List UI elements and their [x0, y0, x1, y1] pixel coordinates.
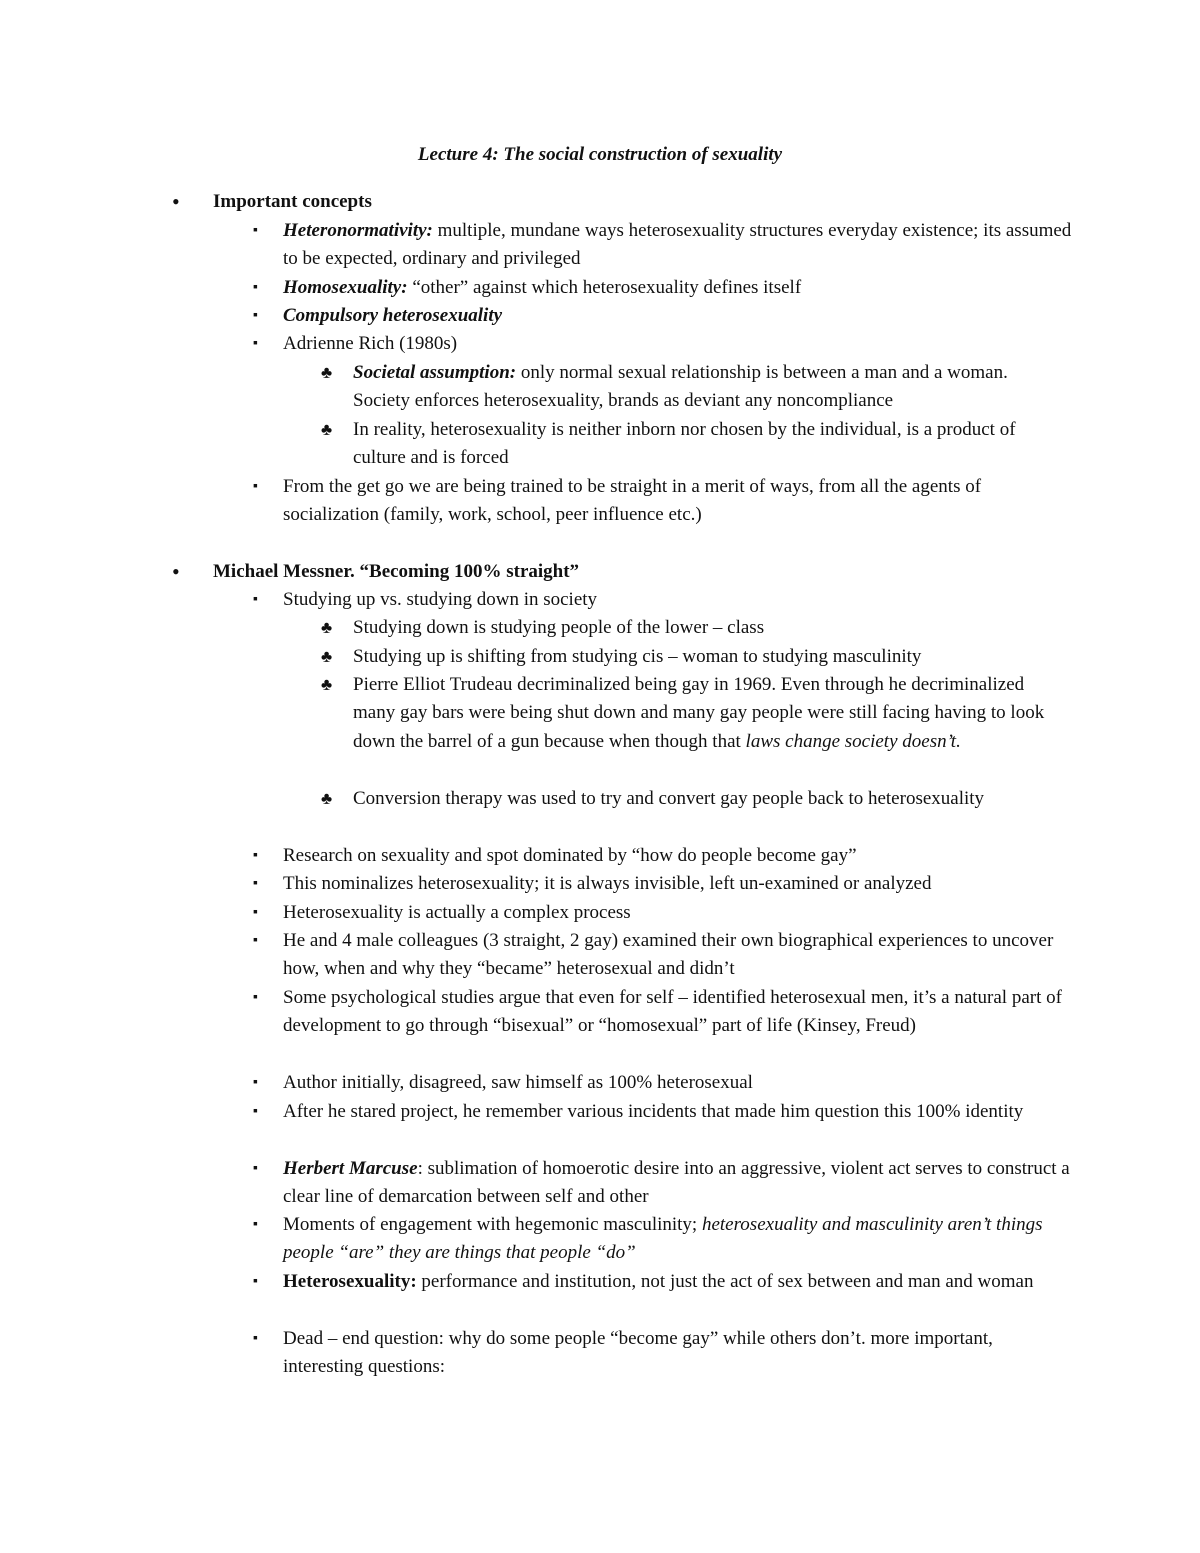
bullet-marker: ▪ [253, 990, 258, 1005]
bullet-marker: ▪ [253, 905, 258, 920]
term: Homosexuality: [283, 277, 408, 298]
list-item-nominalizes [253, 870, 1073, 898]
term: Heterosexuality: [283, 1271, 417, 1292]
definition: “other” against which heterosexuality defines itself [407, 277, 802, 298]
bullet-marker: ▪ [253, 1331, 258, 1346]
club-bullet-icon: ♣ [321, 789, 333, 808]
list-item-text: In reality, heterosexuality is neither inborn nor chosen by the individual, is a product of culture and is forced [353, 419, 1016, 469]
list-item-heteronormativity [253, 217, 1073, 274]
list-item-text: Pierre Elliot Trudeau decriminalized being gay in 1969. Even through he decriminalized many gay bars were being shut down and many gay people were still facing having to look down the barrel of a gun because when though that [353, 674, 1045, 752]
club-bullet-icon: ♣ [321, 675, 333, 694]
list-item-societal-assumption [321, 359, 1068, 416]
list-item-studying-up [321, 643, 1068, 671]
bullet-marker: ▪ [253, 336, 258, 351]
list-item-text: Heterosexuality is actually a complex process [283, 902, 631, 923]
section-heading-important-concepts [172, 188, 1093, 216]
list-item-text: Studying up vs. studying down in society [283, 589, 598, 610]
list-item-complex [253, 899, 1073, 927]
list-item-in-reality [321, 416, 1068, 473]
bullet-marker: ▪ [253, 1161, 258, 1176]
term: Herbert Marcuse [283, 1158, 418, 1179]
definition: only normal sexual relationship is between a man and a woman. Society enforces heterosexuality, brands as deviant any noncompliance [353, 362, 1008, 412]
list-item-moments [253, 1211, 1073, 1268]
list-item-after-project [253, 1098, 1073, 1126]
bullet-marker: • [172, 189, 180, 214]
list-item-text: This nominalizes heterosexuality; it is always invisible, left un-examined or analyzed [283, 873, 932, 894]
bullet-marker: ▪ [253, 1217, 258, 1232]
club-bullet-icon: ♣ [321, 647, 333, 666]
list-item-studying-down [321, 614, 1068, 642]
club-bullet-icon: ♣ [321, 618, 333, 637]
term: Heteronormativity: [283, 220, 433, 241]
club-bullet-icon: ♣ [321, 420, 333, 439]
list-item-dead-end [253, 1325, 1073, 1382]
emphasis-text: heterosexuality and masculinity aren’t things people “are” they are things that people “do” [283, 1214, 1043, 1264]
list-item-text: Research on sexuality and spot dominated by “how do people become gay” [283, 845, 857, 866]
bullet-marker: ▪ [253, 876, 258, 891]
term: Compulsory heterosexuality [283, 305, 503, 326]
list-item-text: Some psychological studies argue that even for self – identified heterosexual men, it’s a natural part of development to go through “bisexual” or “homosexual” part of life (Kinsey, Freud) [283, 987, 1062, 1037]
section-heading-text: Important concepts [213, 191, 372, 212]
list-item-text: Conversion therapy was used to try and convert gay people back to heterosexuality [353, 788, 985, 809]
list-item-homosexuality [253, 274, 1073, 302]
list-item-text: Studying up is shifting from studying cis – woman to studying masculinity [353, 646, 922, 667]
bullet-marker: ▪ [253, 592, 258, 607]
list-item-author [253, 1069, 1073, 1097]
list-item-text: Moments of engagement with hegemonic masculinity; [283, 1214, 702, 1235]
section-heading-text: Michael Messner. “Becoming 100% straight” [213, 561, 580, 582]
list-item-research [253, 842, 1073, 870]
list-item-get-go [253, 473, 1073, 530]
bullet-marker: ▪ [253, 280, 258, 295]
list-item-text: After he stared project, he remember various incidents that made him question this 100% identity [283, 1101, 1024, 1122]
club-bullet-icon: ♣ [321, 363, 333, 382]
list-item-adrienne-rich [253, 330, 1073, 358]
bullet-marker: ▪ [253, 933, 258, 948]
page-title: Lecture 4: The social construction of sexuality [417, 144, 783, 165]
list-item-text: Studying down is studying people of the lower – class [353, 617, 765, 638]
bullet-marker: ▪ [253, 223, 258, 238]
list-item-text: Author initially, disagreed, saw himself as 100% heterosexual [283, 1072, 753, 1093]
list-item-heterosexuality [253, 1268, 1073, 1296]
list-item-text: Adrienne Rich (1980s) [283, 333, 458, 354]
list-item-psychological [253, 984, 1073, 1041]
bullet-marker: ▪ [253, 1274, 258, 1289]
list-item-text: From the get go we are being trained to be straight in a merit of ways, from all the agents of socialization (family, work, school, peer influence etc.) [283, 476, 982, 526]
list-item-marcuse [253, 1155, 1073, 1212]
bullet-marker: ▪ [253, 848, 258, 863]
definition: : sublimation of homoerotic desire into an aggressive, violent act serves to construct a clear line of demarcation between self and other [283, 1158, 1070, 1208]
bullet-marker: ▪ [253, 1104, 258, 1119]
list-item-studying [253, 586, 1073, 614]
list-item-trudeau [321, 671, 1068, 756]
list-item-conversion [321, 785, 1068, 813]
bullet-marker: ▪ [253, 308, 258, 323]
list-item-colleagues [253, 927, 1073, 984]
bullet-marker: ▪ [253, 479, 258, 494]
list-item-compulsory-heterosexuality [253, 302, 1073, 330]
definition: multiple, mundane ways heterosexuality structures everyday existence; its assumed to be expected, ordinary and privileged [283, 220, 1072, 270]
emphasis-text: laws change society doesn’t. [745, 730, 961, 752]
section-heading-messner [172, 558, 1093, 586]
bullet-marker: ▪ [253, 1075, 258, 1090]
list-item-text: He and 4 male colleagues (3 straight, 2 gay) examined their own biographical experiences to uncover how, when and why they “became” heterosexual and didn’t [283, 930, 1054, 980]
term: Societal assumption: [353, 362, 517, 383]
list-item-text: Dead – end question: why do some people “become gay” while others don’t. more important, interesting questions: [283, 1328, 993, 1378]
definition: performance and institution, not just the act of sex between and man and woman [416, 1271, 1034, 1292]
bullet-marker: • [172, 559, 180, 584]
